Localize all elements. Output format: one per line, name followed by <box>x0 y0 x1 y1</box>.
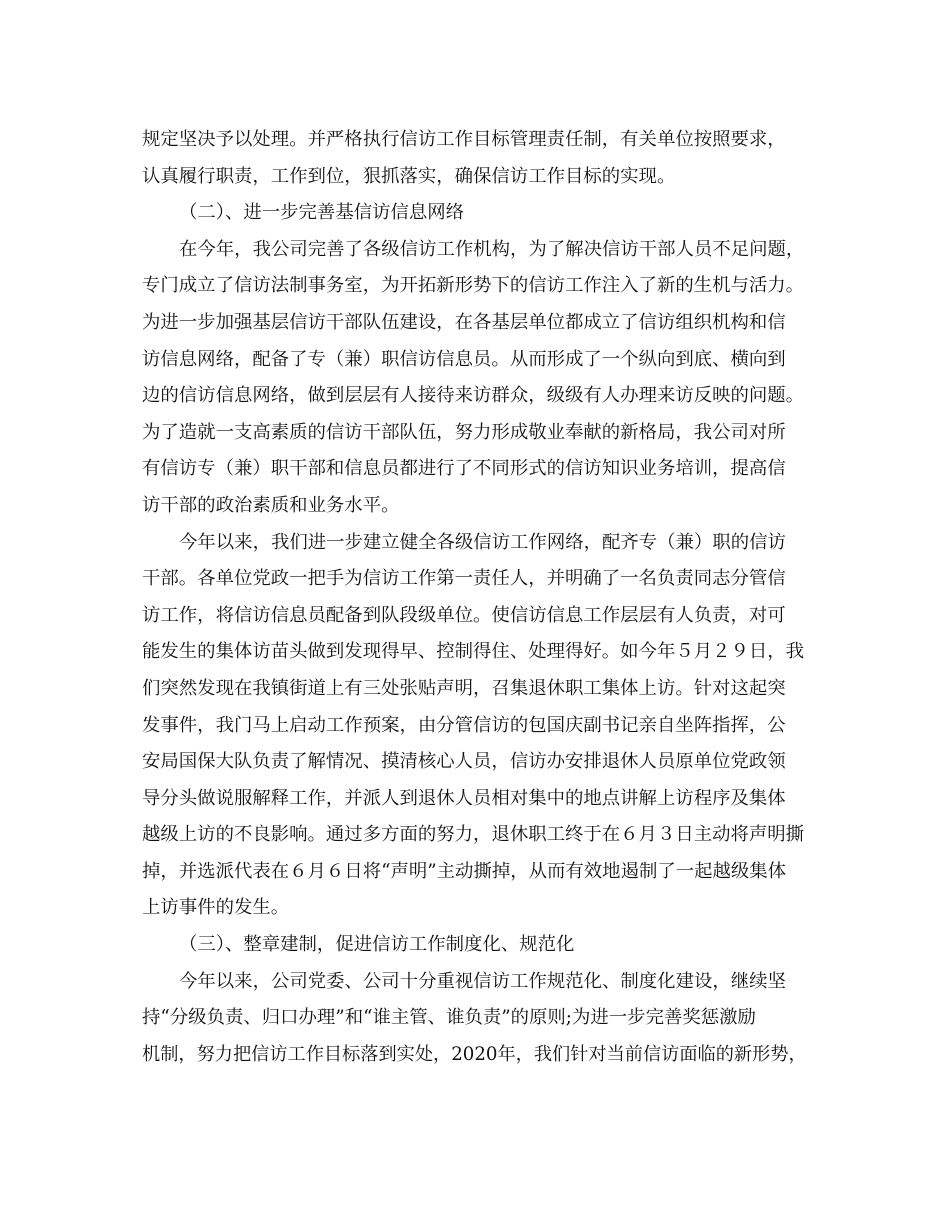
text-line: 越级上访的不良影响。通过多方面的努力，退休职工终于在６月３日主动将声明撕 <box>142 824 805 846</box>
text-line: 机制，努力把信访工作目标落到实处，2020年，我们针对当前信访面临的新形势， <box>142 1043 807 1065</box>
text-line: 能发生的集体访苗头做到发现得早、控制得住、处理得好。如今年５月２９日，我 <box>142 641 805 663</box>
text-line: 为了造就一支高素质的信访干部队伍，努力形成敬业奉献的新格局，我公司对所 <box>142 421 786 443</box>
paragraph-first-line: 今年以来，公司党委、公司十分重视信访工作规范化、制度化建设，继续坚 <box>179 970 786 992</box>
text-line: 发事件，我门马上启动工作预案，由分管信访的包国庆副书记亲自坐阵指挥，公 <box>142 714 786 736</box>
paragraph-first-line: 今年以来，我们进一步建立健全各级信访工作网络，配齐专（兼）职的信访 <box>179 531 786 553</box>
text-line: 规定坚决予以处理。并严格执行信访工作目标管理责任制，有关单位按照要求， <box>142 129 786 150</box>
section-heading: （二）、进一步完善基信访信息网络 <box>179 202 465 224</box>
paragraph-first-line: 在今年，我公司完善了各级信访工作机构，为了解决信访干部人员不足问题， <box>179 238 805 260</box>
text-line: 专门成立了信访法制事务室，为开拓新形势下的信访工作注入了新的生机与活力。 <box>142 275 805 297</box>
text-line: 持“分级负责、归口办理”和“谁主管、谁负责”的原则;为进一步完善奖惩激励 <box>142 1007 756 1029</box>
document-body <box>142 122 812 1073</box>
text-line: 为进一步加强基层信访干部队伍建设，在各基层单位都成立了信访组织机构和信 <box>142 311 786 333</box>
text-line: 访工作，将信访信息员配备到队段级单位。使信访信息工作层层有人负责，对可 <box>142 604 786 626</box>
text-line: 访干部的政治素质和业务水平。 <box>142 494 400 516</box>
text-line: 上访事件的发生。 <box>142 897 290 919</box>
text-line: 认真履行职责，工作到位，狠抓落实，确保信访工作目标的实现。 <box>142 165 676 187</box>
text-line: 掉，并选派代表在６月６日将“声明”主动撕掉，从而有效地遏制了一起越级集体 <box>142 860 787 882</box>
text-line: 有信访专（兼）职干部和信息员都进行了不同形式的信访知识业务培训，提高信 <box>142 458 786 480</box>
text-line: 访信息网络，配备了专（兼）职信访信息员。从而形成了一个纵向到底、横向到 <box>142 348 786 370</box>
text-line: 边的信访信息网络，做到层层有人接待来访群众，级级有人办理来访反映的问题。 <box>142 385 805 407</box>
section-heading: （三）、整章建制，促进信访工作制度化、规范化 <box>179 934 575 956</box>
text-line: 安局国保大队负责了解情况、摸清核心人员，信访办安排退休人员原单位党政领 <box>142 751 786 773</box>
text-line: 导分头做说服解释工作，并派人到退休人员相对集中的地点讲解上访程序及集体 <box>142 787 786 809</box>
text-line: 们突然发现在我镇街道上有三处张贴声明，召集退休职工集体上访。针对这起突 <box>142 677 786 699</box>
text-line: 干部。各单位党政一把手为信访工作第一责任人，并明确了一名负责同志分管信 <box>142 568 786 590</box>
